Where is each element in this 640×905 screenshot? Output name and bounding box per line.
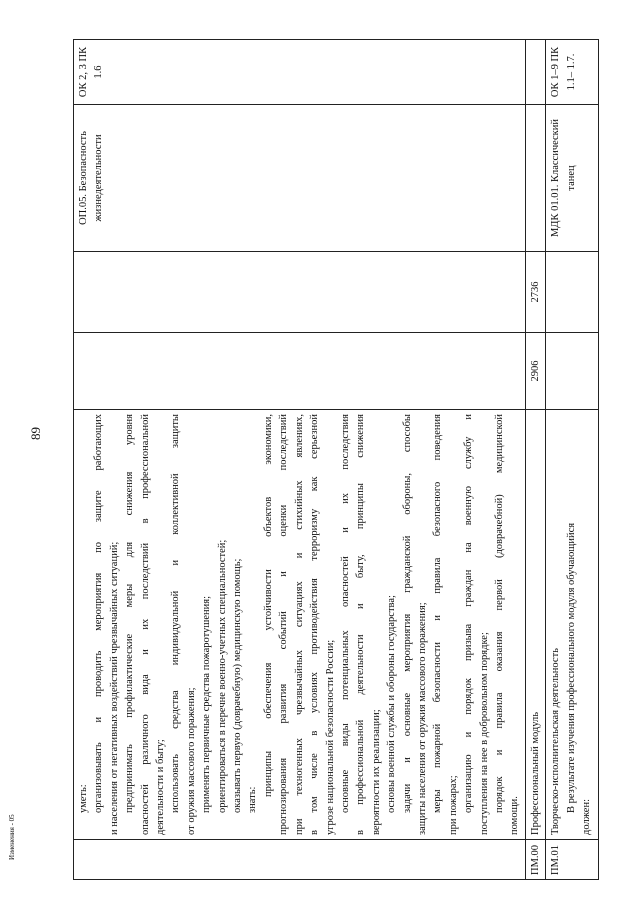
content-line: меры пожарной безопасности и правила безопасного поведения [432, 414, 444, 813]
footer-note: Изменения - 05 [8, 814, 16, 860]
hours-max-cell: 2906 [525, 333, 545, 410]
hours-class-cell: 2736 [525, 252, 545, 333]
curriculum-table [73, 39, 599, 880]
rotated-table-container [73, 40, 592, 880]
content-line: принципы обеспечения устойчивости объектов экономики, [262, 414, 274, 797]
content-cell [74, 410, 526, 840]
content-line: должен: [581, 798, 592, 835]
content-line: и населения от негативных воздействий чрезвычайных ситуаций; [108, 541, 120, 835]
content-line: поступления на нее в добровольном порядке; [478, 632, 490, 835]
content-line: применять первичные средства пожаротушения; [201, 595, 213, 813]
competencies-cell [525, 40, 545, 105]
content-line: порядок и правила оказания первой (доврачебной) медицинской [493, 414, 505, 813]
content-line: вероятности их реализации; [370, 709, 382, 835]
hours-max-cell [546, 333, 599, 410]
hours-class-cell [546, 252, 599, 333]
content-line: использовать средства индивидуальной и коллективной защиты [170, 414, 182, 813]
index-cell [74, 840, 526, 880]
page-number: 89 [28, 427, 43, 440]
discipline-cell [525, 105, 545, 252]
content-cell [525, 410, 545, 840]
content-line: В результате изучения профессионального модуля обучающийся [565, 522, 577, 813]
content-line: знать: [247, 786, 259, 813]
content-line: опасностей различного вида и их последствий в профессиональной [139, 414, 151, 835]
content-line: помощи. [509, 796, 521, 835]
content-line: Профессиональный модуль [529, 711, 541, 835]
table-row [546, 40, 599, 880]
content-line: в том числе в условиях противодействия терроризму как серьезной [309, 414, 321, 835]
content-line: предпринимать профилактические меры для снижения уровня [124, 414, 136, 813]
content-line: при техногенных чрезвычайных ситуациях и стихийных явлениях, [293, 414, 305, 835]
hours-class-cell [74, 252, 526, 333]
table-row [74, 40, 526, 880]
content-line: ориентироваться в перечне военно-учетных специальностей; [216, 539, 228, 813]
competencies-cell: ОК 1–9 ПК 1.1– 1.7. [546, 40, 599, 105]
content-line: деятельности и быту; [155, 739, 167, 835]
content-line: от оружия массового поражения; [185, 687, 197, 835]
discipline-cell: МДК 01.01. Классический танец [546, 105, 599, 252]
discipline-cell: ОП.05. Безопасность жизнедеятельности [74, 105, 526, 252]
content-cell [546, 410, 599, 840]
hours-max-cell [74, 333, 526, 410]
competencies-cell: ОК 2, 3 ПК 1.6 [74, 40, 526, 105]
content-line: оказывать первую (доврачебную) медицинскую помощь; [232, 558, 244, 813]
content-line: уметь: [78, 784, 89, 813]
content-line: угрозе национальной безопасности России; [324, 639, 336, 835]
content-line: при пожарах; [447, 775, 459, 835]
index-cell: ПМ.00 [525, 840, 545, 880]
content-line: Творческо-исполнительская деятельность [550, 648, 562, 835]
content-line: организацию и порядок призыва граждан на военную службу и [463, 414, 475, 813]
content-line: основные виды потенциальных опасностей и их последствия [339, 414, 351, 813]
content-line: в профессиональной деятельности и быту, принципы снижения [355, 414, 367, 835]
content-line: прогнозирования развития событий и оценки последствий [278, 414, 290, 835]
content-line: основы военной службы и обороны государства; [386, 595, 398, 813]
content-line: задачи и основные мероприятия гражданской обороны, способы [401, 414, 413, 813]
index-cell: ПМ.01 [546, 840, 599, 880]
table-row [525, 40, 545, 880]
content-line: организовывать и проводить мероприятия по защите работающих [93, 414, 105, 813]
content-line: защиты населения от оружия массового поражения; [416, 602, 428, 835]
